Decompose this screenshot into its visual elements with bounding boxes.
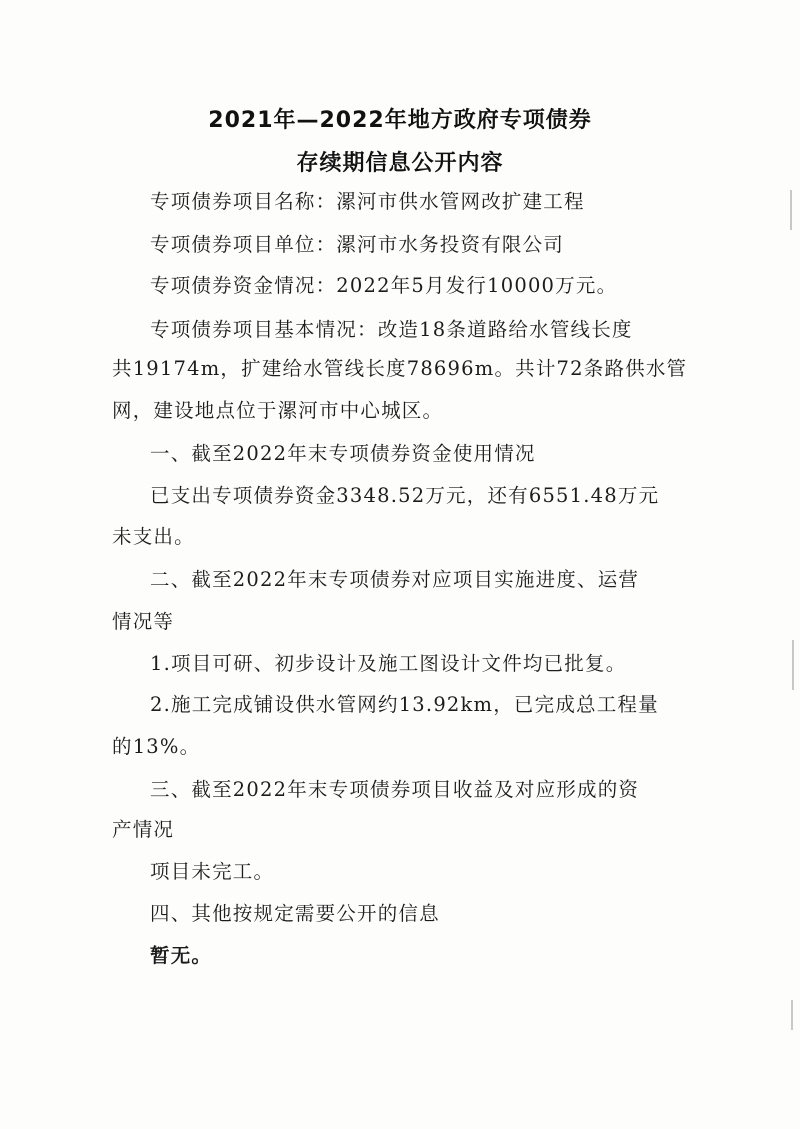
section-2-heading-line-1: 二、截至2022年末专项债券对应项目实施进度、运营 (150, 568, 640, 591)
section-2-heading-line-2: 情况等 (112, 610, 175, 633)
section-4-body: 暂无。 (150, 944, 213, 967)
section-2-item-1: 1.项目可研、初步设计及施工图设计文件均已批复。 (150, 652, 627, 675)
section-2-item-2-line-1: 2.施工完成铺设供水管网约13.92km，已完成总工程量 (150, 693, 659, 716)
section-3-heading-line-2: 产情况 (112, 818, 175, 841)
section-2-item-2-line-2: 的13%。 (112, 735, 201, 758)
section-1-body-line-2: 未支出。 (112, 525, 195, 548)
fund-status-line: 专项债券资金情况：2022年5月发行10000万元。 (150, 274, 618, 297)
section-3-heading-line-1: 三、截至2022年末专项债券项目收益及对应形成的资 (150, 778, 640, 801)
project-name-line: 专项债券项目名称：漯河市供水管网改扩建工程 (150, 190, 585, 213)
section-1-heading: 一、截至2022年末专项债券资金使用情况 (150, 442, 536, 465)
section-4-heading: 四、其他按规定需要公开的信息 (150, 902, 440, 925)
section-1-body-line-1: 已支出专项债券资金3348.52万元，还有6551.48万元 (150, 484, 660, 507)
project-basic-line-1: 专项债券项目基本情况：改造18条道路给水管线长度 (150, 318, 633, 341)
project-basic-line-3: 网，建设地点位于漯河市中心城区。 (112, 399, 444, 422)
section-3-body: 项目未完工。 (150, 860, 275, 883)
project-basic-line-2: 共19174m，扩建给水管线长度78696m。共计72条路供水管 (112, 357, 688, 380)
project-unit-line: 专项债券项目单位：漯河市水务投资有限公司 (150, 233, 565, 256)
document-title-line2: 存续期信息公开内容 (296, 151, 504, 176)
scan-edge-mark (792, 640, 794, 690)
scan-edge-mark (790, 190, 792, 230)
document-title-line1: 2021年—2022年地方政府专项债券 (208, 108, 592, 133)
scan-edge-mark (791, 1000, 793, 1030)
